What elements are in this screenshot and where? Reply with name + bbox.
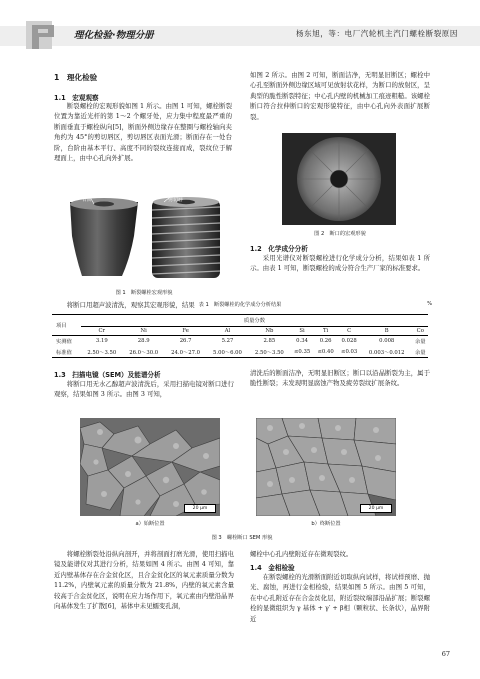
section-1-4-text: 在断裂螺栓的光滑断面附近切取纵向试样，将试样预磨、抛光、腐蚀，再进行金相检验，结果如图 5 所示。由图 5 可知，在中心孔附近存在合金贫化层，附近裂纹端部沿晶扩展；断裂螺栓的显微组织为 γ 基体 + γ′ + β相（颗粒状、长条状），晶界附近	[250, 573, 430, 623]
table-1-col-header: B	[361, 326, 413, 336]
section-1-1-text: 断裂螺栓的宏观形貌如图 1 所示。由图 1 可知，螺栓断裂位置为靠近光杆的第 1～2 个螺牙处，应力集中程度最严重的断面垂直于螺栓纵向[5]，断面外侧边缘存在整圈与螺栓轴向夹角约为 45°的剪切唇区，剪切唇区表面光滑；断面存在一处台阶，台阶由基本平行、高度不同的裂纹连接而成，裂纹位于解理面上，由中心孔向外扩展。	[54, 102, 232, 163]
table-cell: 0.003～0.012	[361, 347, 413, 358]
figure-3a-image	[80, 418, 220, 516]
figure-2-caption: 图 2 断口的宏观形貌	[314, 231, 366, 237]
figure-3a-scale-bar: 20 μm	[184, 504, 216, 513]
section-1-4-title: 1.4 金相检验	[250, 564, 295, 572]
section-1-1-title: 1.1 宏观观察	[54, 94, 99, 102]
figure-3-caption: 图 3 螺栓断口 SEM 形貌	[211, 535, 273, 541]
section-1-2-title: 1.2 化学成分分析	[250, 245, 308, 253]
table-1-col-header: C	[337, 326, 361, 336]
figure-1-image	[60, 196, 230, 282]
figure-3a-label: a）始断位置	[135, 521, 165, 527]
figure-2-image	[282, 133, 396, 225]
table-1-group-header: 质量分数	[81, 315, 428, 327]
table-1-col-header: Cr	[81, 326, 123, 336]
section-1-3-text: 将断口用无水乙醇超声波清洗后，采用扫描电镜对断口进行观察，结果如图 3 所示。由图 3 可知，	[54, 380, 234, 399]
table-cell: ≤0.40	[314, 347, 338, 358]
table-cell: 2.85	[263, 338, 276, 345]
journal-category: 理化检验·物理分册	[74, 30, 154, 41]
table-cell: 5.27	[221, 338, 234, 345]
section-1-3-title: 1.3 扫描电镜（SEM）及能谱分析	[54, 371, 161, 379]
table-1-item-header: 项目	[52, 315, 81, 336]
figure-3b-label: b）终断位置	[311, 521, 341, 527]
table-1	[52, 314, 428, 358]
table-cell: 余量	[414, 339, 426, 346]
figure-1-label-shear-lip: 剪切唇	[168, 197, 184, 203]
table-1-col-header: Nb	[248, 326, 290, 336]
table-1-col-header: Ti	[314, 326, 338, 336]
running-title: 杨东旭，等：电厂汽轮机主汽门螺栓断裂原因	[296, 29, 458, 38]
table-1-unit: %	[427, 301, 432, 307]
table-cell: 0.028	[341, 338, 357, 345]
figure-1-label-step: 台阶	[82, 197, 93, 203]
table-cell: 26.0～30.0	[123, 347, 165, 358]
table-1-row-label: 实测值	[56, 339, 72, 346]
right-top-text: 如图 2 所示。由图 2 可知，断面洁净，无明显旧断区；螺栓中心孔至断面外侧边缘区域可见放射状花样，为断口的放射区，呈典型的脆性断裂特征；中心孔内壁的机械加工痕迹粗糙。该螺栓断口符合拉伸断口的宏观形貌特征，由中心孔向外表面扩展断裂。	[250, 71, 430, 121]
figure-3b-scale-bar: 20 μm	[360, 504, 392, 513]
table-cell: 28.9	[137, 338, 150, 345]
table-cell: 24.0～27.0	[165, 347, 207, 358]
table-cell: 3.19	[95, 338, 108, 345]
table-cell: 26.7	[179, 338, 192, 345]
figure-3b-image	[256, 418, 396, 516]
table-cell: 余量	[413, 347, 428, 358]
table-cell: ≤0.35	[290, 347, 314, 358]
table-cell: 2.50～3.50	[81, 347, 123, 358]
table-cell: 0.34	[296, 338, 308, 345]
table-1-col-header: Al	[207, 326, 249, 336]
table-1-col-header: Co	[413, 326, 428, 336]
table-1-col-header: Ni	[123, 326, 165, 336]
bottom-right-text: 螺栓中心孔内壁附近存在微观裂纹。	[250, 550, 353, 558]
journal-logo-icon	[24, 19, 64, 51]
table-cell: 0.008	[379, 338, 395, 345]
section-1-title: 1 理化检验	[54, 73, 98, 82]
table-cell: ≤0.03	[337, 347, 361, 358]
table-cell: 0.26	[319, 338, 332, 345]
table-row	[52, 347, 428, 358]
bottom-left-text: 将螺栓断裂处沿纵向剖开，并将剖面打磨光滑，使用扫描电镜及能谱仪对其进行分析，结果如图 4 所示。由图 4 可知，靠近内壁基体存在合金贫化区，且合金贫化区的氧元素质量分数为 11.2%，内壁氧元素的质量分数为 21.8%，内壁的氧元素含量较高于合金贫化区，说明在应力场作用下，氧元素由内壁沿晶界向基体发生了扩散[6]，基体中未见蠕变孔洞，	[54, 550, 234, 611]
table-1-row-label: 标准值	[52, 347, 81, 358]
table-cell: 2.50～3.50	[248, 347, 290, 358]
section-1-3-right-text: 清洗后的断面洁净，无明显旧断区；断口以沿晶断裂为主，属于脆性断裂；未发现明显腐蚀产物及疲劳裂纹扩展条纹。	[250, 369, 430, 388]
left-after-fig1-text: 将断口用超声波清洗，观察其宏观形貌，结果	[66, 301, 195, 309]
section-1-2-text: 采用光谱仪对断裂螺栓进行化学成分分析，结果如表 1 所示。由表 1 可知，断裂螺栓的成分符合生产厂家的标准要求。	[250, 254, 430, 273]
table-1-col-header: Fe	[165, 326, 207, 336]
table-cell: 5.00～6.00	[207, 347, 249, 358]
figure-1-caption: 图 1 断裂螺栓宏观形貌	[115, 290, 173, 296]
page-number: 67	[441, 650, 450, 658]
table-1-col-header: Si	[290, 326, 314, 336]
table-1-caption: 表 1 断裂螺栓的化学成分分析结果	[198, 302, 282, 308]
table-row	[52, 336, 428, 347]
